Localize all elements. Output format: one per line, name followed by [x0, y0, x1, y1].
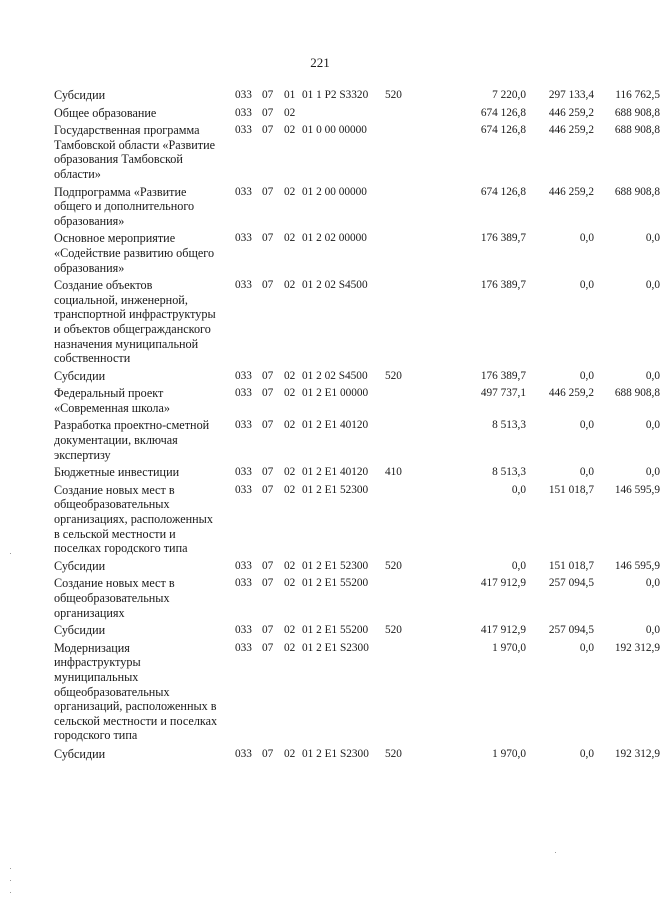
- scan-speck: [10, 880, 11, 881]
- ministry-code: 033: [235, 641, 252, 654]
- ministry-code: 033: [235, 279, 252, 292]
- item-name: Подпрограмма «Развитие общего и дополнительного образования»: [54, 184, 195, 228]
- item-name: Создание новых мест в общеобразовательных организациях: [54, 576, 175, 620]
- expense-type-code: 520: [385, 747, 402, 760]
- target-article-code: 01 2 E1 52300: [302, 559, 369, 572]
- amount-year-2: 151 018,7: [548, 483, 594, 496]
- subsection-code: 02: [284, 419, 296, 432]
- section-code: 07: [262, 577, 274, 590]
- target-article-code: 01 2 E1 55200: [302, 624, 369, 637]
- subsection-code: 02: [284, 369, 296, 382]
- item-name: Модернизация инфраструктуры муниципальных общеобразовательных организаций, расположенных в сельской местности и поселках городского типа: [54, 640, 218, 743]
- expense-type-code: 520: [385, 624, 402, 637]
- table-row: [54, 123, 660, 181]
- amount-year-3: 0,0: [645, 466, 660, 479]
- scan-speck: [10, 892, 11, 893]
- amount-year-1: 0,0: [511, 483, 526, 496]
- ministry-code: 033: [235, 466, 252, 479]
- section-code: 07: [262, 124, 274, 137]
- target-article-code: 01 2 02 S4500: [302, 369, 368, 382]
- section-code: 07: [262, 466, 274, 479]
- item-name: Основное мероприятие «Содействие развитию общего образования»: [54, 231, 215, 275]
- amount-year-3: 688 908,8: [614, 124, 660, 137]
- section-code: 07: [262, 369, 274, 382]
- subsection-code: 02: [284, 641, 296, 654]
- amount-year-3: 0,0: [645, 577, 660, 590]
- item-name: Государственная программа Тамбовской области «Развитие образования Тамбовской области»: [54, 123, 216, 181]
- item-name: Субсидии: [54, 558, 106, 573]
- amount-year-3: 0,0: [645, 624, 660, 637]
- target-article-code: 01 2 E1 S2300: [302, 747, 369, 760]
- amount-year-2: 446 259,2: [548, 185, 594, 198]
- amount-year-1: 417 912,9: [480, 624, 526, 637]
- item-name: Федеральный проект «Современная школа»: [54, 386, 171, 415]
- section-code: 07: [262, 387, 274, 400]
- budget-table: [54, 88, 660, 765]
- item-name: Субсидии: [54, 746, 106, 761]
- amount-year-3: 192 312,9: [614, 641, 660, 654]
- section-code: 07: [262, 624, 274, 637]
- subsection-code: 02: [284, 466, 296, 479]
- amount-year-3: 0,0: [645, 419, 660, 432]
- ministry-code: 033: [235, 89, 252, 101]
- ministry-code: 033: [235, 185, 252, 198]
- section-code: 07: [262, 483, 274, 496]
- scan-speck: [555, 852, 556, 853]
- amount-year-1: 1 970,0: [492, 747, 526, 760]
- subsection-code: 02: [284, 124, 296, 137]
- table-row: [54, 368, 660, 384]
- amount-year-1: 7 220,0: [492, 89, 526, 101]
- amount-year-3: 688 908,8: [614, 106, 660, 119]
- amount-year-1: 0,0: [511, 559, 526, 572]
- subsection-code: 02: [284, 577, 296, 590]
- section-code: 07: [262, 641, 274, 654]
- amount-year-2: 0,0: [579, 279, 594, 292]
- table-row: [54, 184, 660, 229]
- section-code: 07: [262, 279, 274, 292]
- table-row: [54, 746, 660, 762]
- ministry-code: 033: [235, 559, 252, 572]
- amount-year-2: 257 094,5: [548, 577, 594, 590]
- table-row: [54, 418, 660, 462]
- ministry-code: 033: [235, 387, 252, 400]
- amount-year-3: 116 762,5: [615, 89, 660, 101]
- amount-year-1: 1 970,0: [492, 641, 526, 654]
- subsection-code: 01: [284, 89, 296, 101]
- amount-year-3: 146 595,9: [614, 483, 660, 496]
- subsection-code: 02: [284, 387, 296, 400]
- amount-year-3: 0,0: [645, 279, 660, 292]
- ministry-code: 033: [235, 369, 252, 382]
- item-name: Разработка проектно-сметной документации, включая экспертизу: [54, 418, 210, 462]
- subsection-code: 02: [284, 106, 296, 119]
- target-article-code: 01 2 E1 52300: [302, 483, 369, 496]
- table-row: [54, 386, 660, 415]
- section-code: 07: [262, 419, 274, 432]
- target-article-code: 01 0 00 00000: [302, 124, 367, 137]
- amount-year-1: 674 126,8: [480, 106, 526, 119]
- section-code: 07: [262, 106, 274, 119]
- section-code: 07: [262, 559, 274, 572]
- table-row: [54, 482, 660, 556]
- scan-speck: [10, 868, 11, 869]
- subsection-code: 02: [284, 483, 296, 496]
- amount-year-3: 0,0: [645, 232, 660, 245]
- item-name: Субсидии: [54, 623, 106, 638]
- target-article-code: 01 1 P2 S3320: [302, 89, 369, 101]
- table-row: [54, 231, 660, 275]
- item-name: Субсидии: [54, 368, 106, 383]
- item-name: Бюджетные инвестиции: [54, 465, 180, 480]
- amount-year-2: 151 018,7: [548, 559, 594, 572]
- amount-year-2: 446 259,2: [548, 387, 594, 400]
- amount-year-3: 0,0: [645, 369, 660, 382]
- amount-year-1: 497 737,1: [480, 387, 526, 400]
- amount-year-2: 0,0: [579, 369, 594, 382]
- table-row: [54, 640, 660, 743]
- ministry-code: 033: [235, 747, 252, 760]
- amount-year-1: 8 513,3: [492, 466, 526, 479]
- expense-type-code: 410: [385, 466, 402, 479]
- ministry-code: 033: [235, 483, 252, 496]
- scan-speck: [10, 553, 11, 554]
- table-row: [54, 576, 660, 620]
- amount-year-1: 8 513,3: [492, 419, 526, 432]
- amount-year-3: 688 908,8: [614, 185, 660, 198]
- table-row: [54, 88, 660, 103]
- amount-year-3: 688 908,8: [614, 387, 660, 400]
- subsection-code: 02: [284, 624, 296, 637]
- amount-year-2: 257 094,5: [548, 624, 594, 637]
- table-row: [54, 465, 660, 480]
- target-article-code: 01 2 E1 40120: [302, 419, 369, 432]
- subsection-code: 02: [284, 559, 296, 572]
- amount-year-2: 446 259,2: [548, 124, 594, 137]
- amount-year-1: 674 126,8: [480, 185, 526, 198]
- amount-year-3: 146 595,9: [614, 559, 660, 572]
- ministry-code: 033: [235, 624, 252, 637]
- section-code: 07: [262, 232, 274, 245]
- amount-year-1: 176 389,7: [480, 279, 526, 292]
- amount-year-2: 0,0: [579, 466, 594, 479]
- amount-year-1: 417 912,9: [480, 577, 526, 590]
- ministry-code: 033: [235, 232, 252, 245]
- table-row: [54, 278, 660, 366]
- amount-year-1: 674 126,8: [480, 124, 526, 137]
- amount-year-2: 0,0: [579, 747, 594, 760]
- amount-year-1: 176 389,7: [480, 369, 526, 382]
- amount-year-3: 192 312,9: [614, 747, 660, 760]
- target-article-code: 01 2 E1 55200: [302, 577, 369, 590]
- target-article-code: 01 2 E1 40120: [302, 466, 369, 479]
- subsection-code: 02: [284, 185, 296, 198]
- section-code: 07: [262, 747, 274, 760]
- target-article-code: 01 2 E1 S2300: [302, 641, 369, 654]
- amount-year-1: 176 389,7: [480, 232, 526, 245]
- ministry-code: 033: [235, 419, 252, 432]
- amount-year-2: 0,0: [579, 419, 594, 432]
- target-article-code: 01 2 02 S4500: [302, 279, 368, 292]
- amount-year-2: 446 259,2: [548, 106, 594, 119]
- table-row: [54, 105, 660, 121]
- amount-year-2: 0,0: [579, 641, 594, 654]
- item-name: Создание новых мест в общеобразовательных организациях, расположенных в сельской местности и поселках городского типа: [54, 482, 213, 556]
- section-code: 07: [262, 185, 274, 198]
- target-article-code: 01 2 00 00000: [302, 185, 367, 198]
- ministry-code: 033: [235, 577, 252, 590]
- amount-year-2: 0,0: [579, 232, 594, 245]
- item-name: Субсидии: [54, 88, 106, 102]
- subsection-code: 02: [284, 232, 296, 245]
- table-row: [54, 558, 660, 574]
- ministry-code: 033: [235, 124, 252, 137]
- item-name: Общее образование: [54, 105, 157, 120]
- page-number: 221: [310, 55, 330, 70]
- expense-type-code: 520: [385, 89, 402, 101]
- ministry-code: 033: [235, 106, 252, 119]
- subsection-code: 02: [284, 747, 296, 760]
- item-name: Создание объектов социальной, инженерной, транспортной инфраструктуры и объектов общегражданского назначения муниципальной собственности: [54, 278, 216, 366]
- target-article-code: 01 2 E1 00000: [302, 387, 369, 400]
- amount-year-2: 297 133,4: [548, 89, 594, 101]
- expense-type-code: 520: [385, 369, 402, 382]
- target-article-code: 01 2 02 00000: [302, 232, 367, 245]
- subsection-code: 02: [284, 279, 296, 292]
- section-code: 07: [262, 89, 274, 101]
- table-row: [54, 623, 660, 638]
- expense-type-code: 520: [385, 559, 402, 572]
